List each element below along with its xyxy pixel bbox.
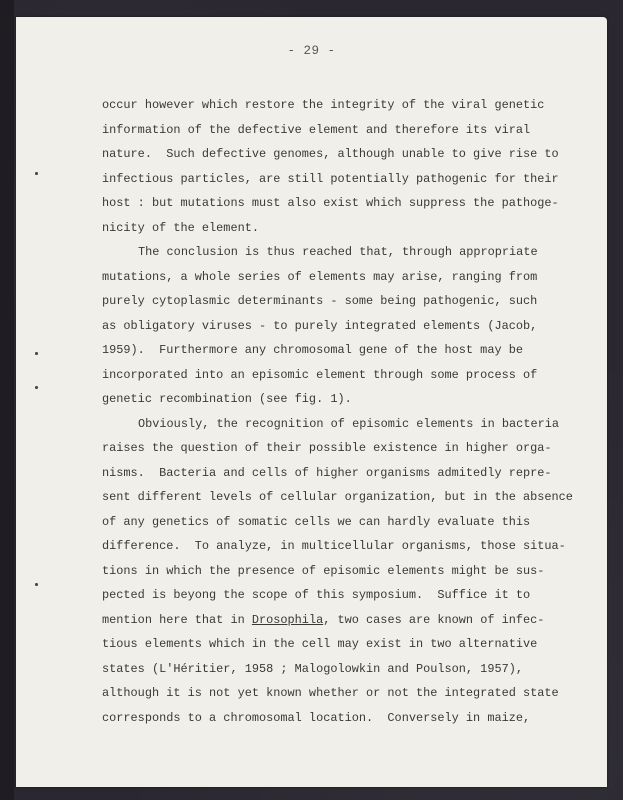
text-line: information of the defective element and therefore its viral bbox=[102, 122, 531, 137]
text-line: nature. Such defective genomes, although unable to give rise to bbox=[102, 147, 559, 161]
text-line: as obligatory viruses - to purely integrated elements (Jacob, bbox=[102, 318, 538, 333]
paragraph-start-line: The conclusion is thus reached that, through appropriate bbox=[138, 245, 538, 259]
text-line: nicity of the element. bbox=[102, 220, 259, 235]
text-line: although it is not yet known whether or not the integrated state bbox=[102, 686, 559, 700]
text-segment: , two cases are known of infec- bbox=[323, 612, 545, 627]
text-line: tious elements which in the cell may exist in two alternative bbox=[102, 637, 538, 651]
text-line: purely cytoplasmic determinants - some being pathogenic, such bbox=[102, 294, 538, 308]
text-line: states (L'Héritier, 1958 ; Malogolowkin and Poulson, 1957), bbox=[102, 661, 523, 676]
body-text bbox=[102, 93, 602, 730]
margin-dot bbox=[35, 386, 38, 389]
text-line: raises the question of their possible existence in higher orga- bbox=[102, 441, 552, 455]
text-line: 1959). Furthermore any chromosomal gene of the host may be bbox=[102, 343, 523, 357]
text-line: corresponds to a chromosomal location. Conversely in maize, bbox=[102, 710, 531, 725]
underlined-genus-name: Drosophila bbox=[251, 612, 324, 627]
text-segment: mention here that in bbox=[102, 612, 252, 627]
page-number: - 29 - bbox=[287, 44, 336, 58]
text-line: infectious particles, are still potentially pathogenic for their bbox=[102, 171, 559, 186]
text-line: mutations, a whole series of elements may arise, ranging from bbox=[102, 269, 538, 284]
margin-dot bbox=[35, 172, 38, 175]
margin-dot bbox=[35, 583, 38, 586]
text-line: host : but mutations must also exist which suppress the pathoge- bbox=[102, 196, 559, 210]
text-line-with-underline bbox=[102, 608, 602, 633]
text-line: of any genetics of somatic cells we can hardly evaluate this bbox=[102, 514, 531, 529]
text-line: nisms. Bacteria and cells of higher organisms admitedly repre- bbox=[102, 465, 552, 480]
paragraph-start-line: Obviously, the recognition of episomic elements in bacteria bbox=[138, 416, 559, 431]
text-line: genetic recombination (see fig. 1). bbox=[102, 392, 352, 406]
text-line: sent different levels of cellular organization, but in the absence bbox=[102, 490, 573, 504]
text-line: tions in which the presence of episomic elements might be sus- bbox=[102, 563, 545, 578]
binding-edge bbox=[0, 0, 14, 800]
typewritten-page bbox=[16, 17, 607, 787]
text-line: pected is beyong the scope of this symposium. Suffice it to bbox=[102, 588, 531, 602]
text-line: incorporated into an episomic element through some process of bbox=[102, 367, 538, 382]
text-line: occur however which restore the integrity of the viral genetic bbox=[102, 98, 545, 112]
text-line: difference. To analyze, in multicellular organisms, those situa- bbox=[102, 539, 566, 553]
margin-dot bbox=[35, 352, 38, 355]
